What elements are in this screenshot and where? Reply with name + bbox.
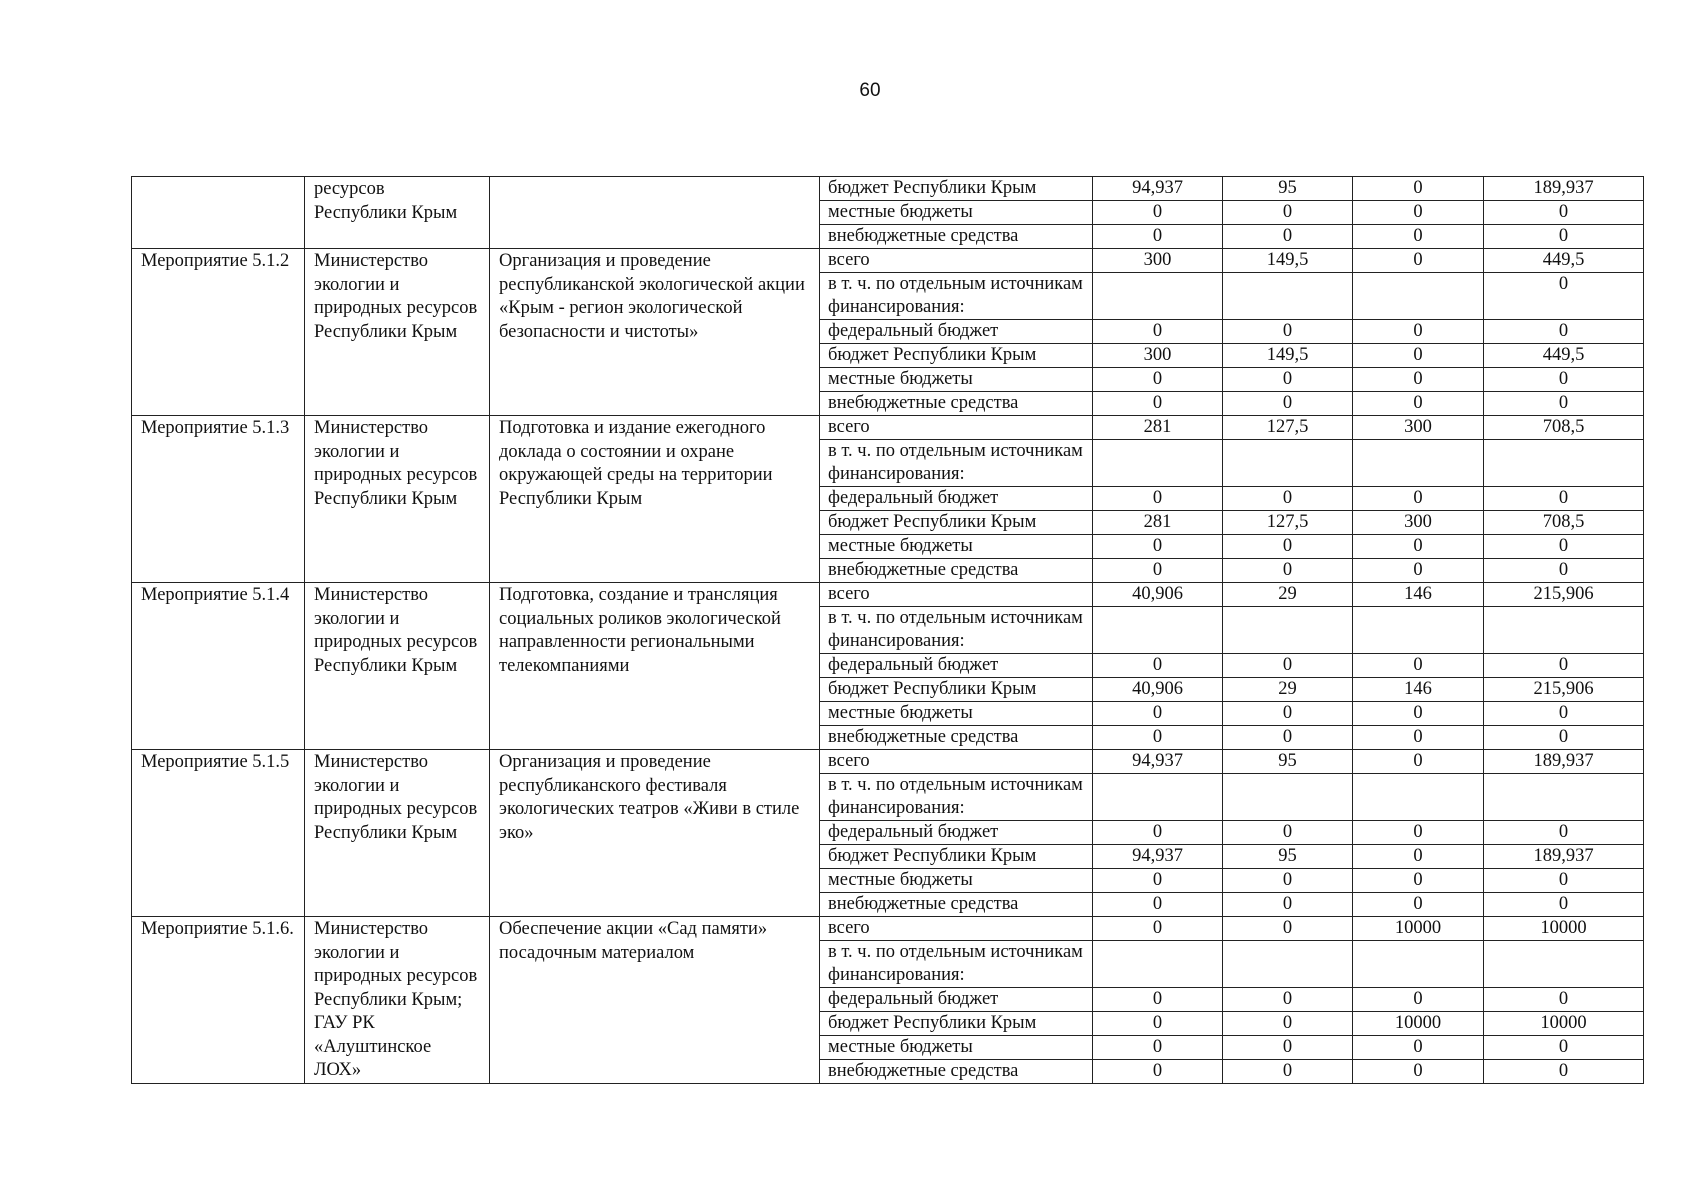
amount-cell <box>1093 774 1223 821</box>
amount-cell: 0 <box>1484 368 1644 392</box>
event-description-cell: Организация и проведение республиканской экологической акции «Крым - регион экологической безопасности и чистоты» <box>490 249 820 416</box>
amount-cell: 189,937 <box>1484 177 1644 201</box>
funding-source-cell: внебюджетные средства <box>820 225 1093 249</box>
amount-cell: 10000 <box>1353 1012 1484 1036</box>
table-row <box>132 917 1644 941</box>
amount-cell: 0 <box>1353 821 1484 845</box>
amount-cell: 127,5 <box>1223 416 1353 440</box>
amount-cell: 215,906 <box>1484 678 1644 702</box>
executor-cell: Министерство экологии и природных ресурсов Республики Крым <box>305 750 490 917</box>
funding-source-cell: в т. ч. по отдельным источникам финансирования: <box>820 941 1093 988</box>
funding-source-cell: бюджет Республики Крым <box>820 678 1093 702</box>
amount-cell: 0 <box>1353 368 1484 392</box>
amount-cell: 708,5 <box>1484 416 1644 440</box>
amount-cell: 0 <box>1353 249 1484 273</box>
funding-source-cell: местные бюджеты <box>820 1036 1093 1060</box>
amount-cell: 0 <box>1484 1060 1644 1084</box>
amount-cell <box>1353 607 1484 654</box>
amount-cell <box>1223 273 1353 320</box>
amount-cell: 146 <box>1353 678 1484 702</box>
event-description-cell: Подготовка, создание и трансляция социальных роликов экологической направленности региональными телекомпаниями <box>490 583 820 750</box>
amount-cell <box>1484 774 1644 821</box>
table-row <box>132 177 1644 201</box>
amount-cell: 0 <box>1484 702 1644 726</box>
amount-cell: 0 <box>1093 988 1223 1012</box>
table-row <box>132 416 1644 440</box>
amount-cell: 0 <box>1093 368 1223 392</box>
amount-cell <box>1223 607 1353 654</box>
executor-cell: Министерство экологии и природных ресурсов Республики Крым <box>305 416 490 583</box>
amount-cell: 149,5 <box>1223 249 1353 273</box>
funding-source-cell: федеральный бюджет <box>820 654 1093 678</box>
amount-cell: 0 <box>1223 893 1353 917</box>
amount-cell: 0 <box>1223 487 1353 511</box>
executor-cell: Министерство экологии и природных ресурсов Республики Крым <box>305 583 490 750</box>
amount-cell: 0 <box>1223 654 1353 678</box>
amount-cell: 0 <box>1484 726 1644 750</box>
amount-cell: 0 <box>1484 654 1644 678</box>
funding-source-cell: внебюджетные средства <box>820 893 1093 917</box>
amount-cell: 189,937 <box>1484 845 1644 869</box>
amount-cell: 0 <box>1353 869 1484 893</box>
amount-cell: 94,937 <box>1093 845 1223 869</box>
amount-cell: 94,937 <box>1093 177 1223 201</box>
funding-source-cell: федеральный бюджет <box>820 487 1093 511</box>
funding-source-cell: бюджет Республики Крым <box>820 1012 1093 1036</box>
table-row <box>132 249 1644 273</box>
funding-source-cell: в т. ч. по отдельным источникам финансирования: <box>820 440 1093 487</box>
amount-cell <box>1484 440 1644 487</box>
amount-cell: 0 <box>1093 893 1223 917</box>
event-code-cell: Мероприятие 5.1.3 <box>132 416 305 583</box>
amount-cell: 0 <box>1353 893 1484 917</box>
funding-source-cell: местные бюджеты <box>820 869 1093 893</box>
amount-cell: 0 <box>1223 392 1353 416</box>
amount-cell: 0 <box>1223 821 1353 845</box>
funding-source-cell: в т. ч. по отдельным источникам финансирования: <box>820 774 1093 821</box>
amount-cell <box>1093 607 1223 654</box>
funding-source-cell: федеральный бюджет <box>820 821 1093 845</box>
amount-cell: 0 <box>1484 869 1644 893</box>
amount-cell: 0 <box>1093 1036 1223 1060</box>
event-code-cell: Мероприятие 5.1.6. <box>132 917 305 1084</box>
amount-cell <box>1353 273 1484 320</box>
amount-cell: 95 <box>1223 845 1353 869</box>
amount-cell: 40,906 <box>1093 678 1223 702</box>
amount-cell: 0 <box>1484 320 1644 344</box>
amount-cell: 0 <box>1223 869 1353 893</box>
amount-cell: 0 <box>1484 1036 1644 1060</box>
amount-cell: 0 <box>1353 750 1484 774</box>
amount-cell: 0 <box>1484 559 1644 583</box>
amount-cell: 0 <box>1223 559 1353 583</box>
amount-cell: 0 <box>1353 225 1484 249</box>
amount-cell: 0 <box>1223 201 1353 225</box>
amount-cell: 94,937 <box>1093 750 1223 774</box>
amount-cell: 0 <box>1223 368 1353 392</box>
amount-cell: 10000 <box>1353 917 1484 941</box>
event-code-cell: Мероприятие 5.1.5 <box>132 750 305 917</box>
page-number: 60 <box>859 80 881 101</box>
amount-cell: 0 <box>1484 487 1644 511</box>
amount-cell <box>1484 941 1644 988</box>
amount-cell: 0 <box>1353 1060 1484 1084</box>
amount-cell: 0 <box>1353 559 1484 583</box>
funding-source-cell: всего <box>820 416 1093 440</box>
amount-cell: 0 <box>1093 201 1223 225</box>
amount-cell: 0 <box>1223 320 1353 344</box>
amount-cell: 0 <box>1484 988 1644 1012</box>
amount-cell: 0 <box>1093 702 1223 726</box>
event-description-cell <box>490 177 820 249</box>
amount-cell: 0 <box>1223 225 1353 249</box>
amount-cell: 0 <box>1353 654 1484 678</box>
event-code-cell: Мероприятие 5.1.4 <box>132 583 305 750</box>
funding-source-cell: федеральный бюджет <box>820 320 1093 344</box>
event-code-cell <box>132 177 305 249</box>
amount-cell: 0 <box>1093 225 1223 249</box>
amount-cell: 29 <box>1223 583 1353 607</box>
amount-cell <box>1223 941 1353 988</box>
amount-cell: 10000 <box>1484 1012 1644 1036</box>
amount-cell: 0 <box>1223 1012 1353 1036</box>
amount-cell: 215,906 <box>1484 583 1644 607</box>
amount-cell: 449,5 <box>1484 249 1644 273</box>
amount-cell: 0 <box>1093 487 1223 511</box>
amount-cell <box>1223 774 1353 821</box>
funding-source-cell: в т. ч. по отдельным источникам финансирования: <box>820 607 1093 654</box>
amount-cell: 0 <box>1223 726 1353 750</box>
amount-cell: 0 <box>1223 988 1353 1012</box>
amount-cell <box>1093 440 1223 487</box>
event-description-cell: Организация и проведение республиканского фестиваля экологических театров «Живи в стиле эко» <box>490 750 820 917</box>
amount-cell: 0 <box>1093 821 1223 845</box>
amount-cell: 0 <box>1353 177 1484 201</box>
funding-source-cell: федеральный бюджет <box>820 988 1093 1012</box>
amount-cell: 0 <box>1223 535 1353 559</box>
amount-cell: 0 <box>1353 487 1484 511</box>
funding-source-cell: местные бюджеты <box>820 368 1093 392</box>
amount-cell: 0 <box>1484 821 1644 845</box>
executor-cell: Министерство экологии и природных ресурсов Республики Крым <box>305 249 490 416</box>
table-row <box>132 750 1644 774</box>
executor-cell: ресурсов Республики Крым <box>305 177 490 249</box>
amount-cell: 127,5 <box>1223 511 1353 535</box>
amount-cell: 0 <box>1093 392 1223 416</box>
funding-source-cell: бюджет Республики Крым <box>820 344 1093 368</box>
amount-cell: 0 <box>1353 988 1484 1012</box>
funding-source-cell: бюджет Республики Крым <box>820 511 1093 535</box>
amount-cell: 0 <box>1353 535 1484 559</box>
amount-cell <box>1093 941 1223 988</box>
amount-cell: 0 <box>1484 893 1644 917</box>
amount-cell: 95 <box>1223 177 1353 201</box>
table-row <box>132 583 1644 607</box>
amount-cell: 0 <box>1353 392 1484 416</box>
funding-source-cell: всего <box>820 583 1093 607</box>
amount-cell: 0 <box>1093 320 1223 344</box>
amount-cell: 10000 <box>1484 917 1644 941</box>
funding-source-cell: всего <box>820 917 1093 941</box>
amount-cell: 0 <box>1093 726 1223 750</box>
funding-source-cell: всего <box>820 249 1093 273</box>
funding-source-cell: в т. ч. по отдельным источникам финансирования: <box>820 273 1093 320</box>
event-description-cell: Обеспечение акции «Сад памяти» посадочным материалом <box>490 917 820 1084</box>
funding-source-cell: бюджет Республики Крым <box>820 177 1093 201</box>
amount-cell: 300 <box>1093 344 1223 368</box>
amount-cell <box>1353 440 1484 487</box>
amount-cell: 29 <box>1223 678 1353 702</box>
amount-cell: 0 <box>1353 201 1484 225</box>
amount-cell: 149,5 <box>1223 344 1353 368</box>
amount-cell: 0 <box>1353 726 1484 750</box>
amount-cell: 449,5 <box>1484 344 1644 368</box>
funding-table-body <box>132 177 1644 1084</box>
amount-cell: 0 <box>1093 559 1223 583</box>
amount-cell: 300 <box>1353 416 1484 440</box>
amount-cell: 0 <box>1484 225 1644 249</box>
amount-cell: 0 <box>1353 320 1484 344</box>
amount-cell: 0 <box>1223 917 1353 941</box>
funding-source-cell: местные бюджеты <box>820 201 1093 225</box>
amount-cell <box>1223 440 1353 487</box>
funding-source-cell: внебюджетные средства <box>820 559 1093 583</box>
amount-cell: 300 <box>1093 249 1223 273</box>
amount-cell: 0 <box>1353 344 1484 368</box>
amount-cell <box>1353 774 1484 821</box>
amount-cell: 0 <box>1223 702 1353 726</box>
amount-cell: 0 <box>1353 702 1484 726</box>
amount-cell: 0 <box>1223 1036 1353 1060</box>
amount-cell: 708,5 <box>1484 511 1644 535</box>
funding-source-cell: внебюджетные средства <box>820 1060 1093 1084</box>
event-description-cell: Подготовка и издание ежегодного доклада о состоянии и охране окружающей среды на территории Республики Крым <box>490 416 820 583</box>
amount-cell <box>1353 941 1484 988</box>
funding-source-cell: внебюджетные средства <box>820 726 1093 750</box>
amount-cell: 0 <box>1484 392 1644 416</box>
executor-cell: Министерство экологии и природных ресурсов Республики Крым; ГАУ РК «Алуштинское ЛОХ» <box>305 917 490 1084</box>
amount-cell: 40,906 <box>1093 583 1223 607</box>
amount-cell: 95 <box>1223 750 1353 774</box>
amount-cell: 281 <box>1093 416 1223 440</box>
amount-cell: 0 <box>1093 1060 1223 1084</box>
amount-cell: 189,937 <box>1484 750 1644 774</box>
amount-cell: 0 <box>1484 535 1644 559</box>
amount-cell: 281 <box>1093 511 1223 535</box>
amount-cell: 300 <box>1353 511 1484 535</box>
event-code-cell: Мероприятие 5.1.2 <box>132 249 305 416</box>
funding-source-cell: местные бюджеты <box>820 535 1093 559</box>
amount-cell: 0 <box>1353 1036 1484 1060</box>
amount-cell <box>1093 273 1223 320</box>
funding-source-cell: всего <box>820 750 1093 774</box>
amount-cell: 0 <box>1223 1060 1353 1084</box>
amount-cell: 0 <box>1093 917 1223 941</box>
funding-table <box>131 176 1644 1084</box>
funding-source-cell: внебюджетные средства <box>820 392 1093 416</box>
amount-cell: 0 <box>1353 845 1484 869</box>
amount-cell: 0 <box>1093 1012 1223 1036</box>
amount-cell: 0 <box>1484 273 1644 320</box>
amount-cell: 146 <box>1353 583 1484 607</box>
amount-cell: 0 <box>1484 201 1644 225</box>
amount-cell: 0 <box>1093 869 1223 893</box>
funding-source-cell: местные бюджеты <box>820 702 1093 726</box>
amount-cell: 0 <box>1093 535 1223 559</box>
funding-source-cell: бюджет Республики Крым <box>820 845 1093 869</box>
amount-cell: 0 <box>1093 654 1223 678</box>
amount-cell <box>1484 607 1644 654</box>
